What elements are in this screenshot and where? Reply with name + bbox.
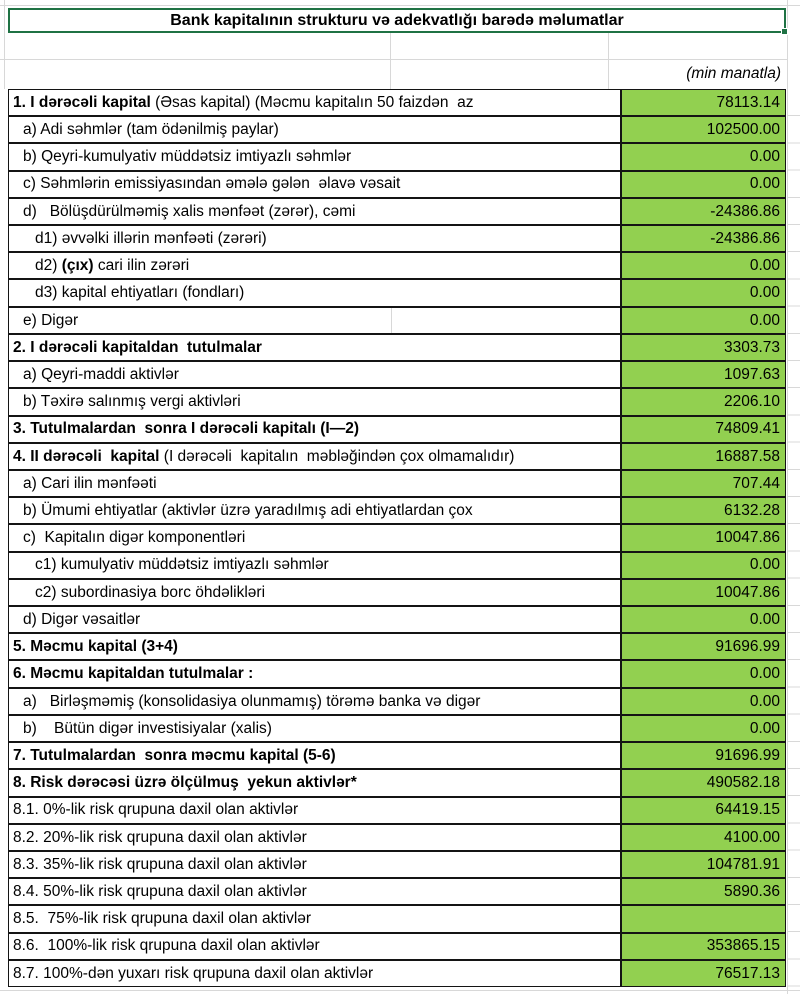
selected-title-cell[interactable] — [8, 8, 786, 33]
label-cell[interactable] — [8, 633, 621, 660]
value-text: 353865.15 — [706, 937, 780, 955]
value-text: 64419.15 — [715, 801, 780, 819]
label-cell[interactable] — [8, 552, 621, 579]
value-text: 0.00 — [749, 556, 780, 574]
capital-structure-table — [8, 89, 786, 987]
label-cell[interactable] — [8, 416, 621, 443]
fill-handle[interactable] — [781, 28, 788, 35]
value-text: 6132.28 — [723, 502, 780, 520]
value-text: 16887.58 — [715, 447, 780, 465]
value-text: 91696.99 — [715, 746, 780, 764]
value-text: 5890.36 — [723, 883, 780, 900]
label-cell[interactable] — [8, 579, 621, 606]
label-text: 4. II dərəcəli kapital — [13, 447, 164, 465]
value-text: 0.00 — [749, 719, 780, 737]
value-text: 74809.41 — [715, 420, 780, 438]
label-text: a) Birləşməmiş (konsolidasiya olunmamış) törəmə banka və digər — [23, 692, 481, 710]
label-text: d1) əvvəlki illərin mənfəəti (zərəri) — [35, 229, 267, 247]
value-text: 1097.63 — [723, 365, 780, 383]
value-text: 102500.00 — [706, 121, 780, 139]
label-cell[interactable] — [8, 660, 621, 687]
gridline-right-margin — [787, 89, 800, 987]
value-text: 78113.14 — [716, 93, 780, 111]
value-cell[interactable] — [621, 443, 786, 470]
label-cell[interactable] — [8, 797, 621, 824]
gridline-horizontal — [0, 59, 787, 60]
label-cell[interactable] — [8, 905, 621, 932]
gridline-vertical — [4, 0, 5, 89]
label-text: 8.5. 75%-lik risk qrupuna daxil olan aktivlər — [13, 910, 312, 928]
value-text: 3303.73 — [723, 338, 780, 356]
label-cell[interactable] — [8, 171, 621, 198]
label-text: c1) kumulyativ müddətsiz imtiyazlı səhmlər — [35, 556, 329, 574]
value-text: -24386.86 — [710, 229, 780, 247]
label-text: d3) kapital ehtiyatları (fondları) — [35, 284, 245, 302]
label-text: 5. Məcmu kapital (3+4) — [13, 638, 178, 656]
label-cell[interactable] — [8, 443, 621, 470]
value-cell[interactable] — [621, 334, 786, 361]
value-cell[interactable] — [621, 715, 786, 742]
value-text: 10047.86 — [715, 529, 780, 547]
gridline-horizontal — [0, 5, 800, 6]
value-cell[interactable] — [621, 279, 786, 306]
value-cell[interactable] — [621, 89, 786, 116]
label-text: cari ilin zərəri — [93, 257, 190, 275]
gridline-vertical — [608, 33, 609, 89]
label-cell[interactable] — [8, 933, 621, 960]
label-cell[interactable] — [8, 742, 621, 769]
label-text: (Əsas kapital) (Məcmu kapitalın 50 faizdən az — [155, 93, 474, 111]
units-note-cell[interactable]: (min manatla) — [686, 65, 781, 82]
label-cell[interactable] — [8, 524, 621, 551]
label-text: a) Cari ilin mənfəəti — [23, 474, 157, 492]
label-text: 8. Risk dərəcəsi üzrə ölçülmuş yekun aktivlər* — [13, 774, 357, 792]
label-text: e) Digər — [23, 311, 79, 329]
value-cell[interactable] — [621, 933, 786, 960]
value-cell[interactable] — [621, 552, 786, 579]
label-cell[interactable] — [8, 361, 621, 388]
value-cell[interactable] — [621, 524, 786, 551]
value-cell[interactable] — [621, 742, 786, 769]
label-cell[interactable] — [8, 878, 621, 905]
value-text: 104781.91 — [706, 855, 780, 873]
value-cell[interactable] — [621, 633, 786, 660]
label-text: c) Səhmlərin emissiyasından əmələ gələn əlavə vəsait — [23, 175, 401, 193]
value-cell[interactable] — [621, 769, 786, 796]
value-cell[interactable] — [621, 198, 786, 225]
value-cell[interactable] — [621, 252, 786, 279]
label-cell[interactable] — [8, 688, 621, 715]
label-text: b) Ümumi ehtiyatlar (aktivlər üzrə yaradılmış adi ehtiyatlardan çox — [23, 502, 473, 520]
label-text: d) Bölüşdürülməmiş xalis mənfəət (zərər), cəmi — [23, 202, 356, 220]
label-cell[interactable] — [8, 470, 621, 497]
value-cell[interactable] — [621, 824, 786, 851]
value-cell[interactable] — [621, 579, 786, 606]
value-text: 0.00 — [749, 311, 780, 329]
label-text: c) Kapitalın digər komponentləri — [23, 529, 246, 547]
label-text: 2. I dərəcəli kapitaldan tutulmalar — [13, 338, 262, 356]
gridline-vertical — [390, 33, 391, 89]
label-text: a) Adi səhmlər (tam ödənilmiş paylar) — [23, 121, 279, 139]
value-text: 76517.13 — [715, 964, 780, 982]
value-text: 0.00 — [749, 692, 780, 710]
label-cell[interactable] — [8, 334, 621, 361]
label-text: d) Digər vəsaitlər — [23, 610, 141, 628]
label-cell[interactable] — [8, 960, 621, 987]
label-cell[interactable] — [8, 116, 621, 143]
value-text: 490582.18 — [706, 774, 780, 792]
value-cell[interactable] — [621, 470, 786, 497]
label-text: 8.7. 100%-dən yuxarı risk qrupuna daxil olan aktivlər — [13, 964, 374, 982]
label-cell[interactable] — [8, 715, 621, 742]
label-cell[interactable] — [8, 851, 621, 878]
label-cell[interactable] — [8, 388, 621, 415]
value-text: 0.00 — [749, 148, 780, 166]
label-text: b) Bütün digər investisiyalar (xalis) — [23, 719, 272, 737]
value-cell[interactable] — [621, 797, 786, 824]
value-text: 0.00 — [749, 284, 780, 302]
label-text: 3. Tutulmalardan sonra I dərəcəli kapitalı (I—2) — [13, 420, 359, 438]
label-cell[interactable] — [8, 307, 621, 334]
label-cell[interactable] — [8, 769, 621, 796]
value-text: -24386.86 — [710, 202, 780, 220]
value-text: 707.44 — [732, 474, 780, 492]
value-text: 4100.00 — [723, 828, 780, 846]
label-text: 8.4. 50%-lik risk qrupuna daxil olan aktivlər — [13, 883, 307, 900]
value-cell[interactable] — [621, 116, 786, 143]
label-text: (I dərəcəli kapitalın məbləğindən çox olmamalıdır) — [163, 447, 515, 465]
label-text: b) Təxirə salınmış vergi aktivləri — [23, 393, 241, 411]
label-text: a) Qeyri-maddi aktivlər — [23, 365, 179, 383]
label-text: d2) — [35, 257, 62, 275]
label-cell[interactable] — [8, 252, 621, 279]
value-cell[interactable] — [621, 851, 786, 878]
value-text: 0.00 — [749, 665, 780, 683]
value-cell[interactable] — [621, 388, 786, 415]
value-cell[interactable] — [621, 688, 786, 715]
value-cell[interactable] — [621, 606, 786, 633]
label-cell[interactable] — [8, 279, 621, 306]
gridline-vertical — [391, 308, 392, 333]
label-cell[interactable] — [8, 89, 621, 116]
value-cell[interactable] — [621, 416, 786, 443]
value-cell[interactable] — [621, 225, 786, 252]
value-cell[interactable] — [621, 171, 786, 198]
label-cell[interactable] — [8, 143, 621, 170]
label-text: 6. Məcmu kapitaldan tutulmalar : — [13, 665, 254, 683]
value-cell[interactable] — [621, 307, 786, 334]
label-text: b) Qeyri-kumulyativ müddətsiz imtiyazlı səhmlər — [23, 148, 352, 166]
label-text: 7. Tutulmalardan sonra məcmu kapital (5-6) — [13, 746, 336, 764]
label-text: 8.2. 20%-lik risk qrupuna daxil olan aktivlər — [13, 828, 307, 846]
value-cell[interactable] — [621, 361, 786, 388]
value-cell[interactable] — [621, 660, 786, 687]
sheet-title: Bank kapitalının strukturu və adekvatlığı barədə məlumatlar — [170, 11, 624, 29]
label-text: 8.6. 100%-lik risk qrupuna daxil olan aktivlər — [13, 937, 320, 955]
label-cell[interactable] — [8, 606, 621, 633]
label-text: 1. I dərəcəli kapital — [13, 93, 156, 111]
label-cell[interactable] — [8, 497, 621, 524]
label-cell[interactable] — [8, 225, 621, 252]
value-text: 0.00 — [749, 257, 780, 275]
label-cell[interactable] — [8, 198, 621, 225]
value-cell[interactable] — [621, 905, 786, 932]
value-cell[interactable] — [621, 878, 786, 905]
label-text: 8.3. 35%-lik risk qrupuna daxil olan aktivlər — [13, 855, 307, 873]
value-text: 91696.99 — [715, 638, 780, 656]
value-cell[interactable] — [621, 143, 786, 170]
label-text: (çıx) — [61, 257, 94, 275]
label-text: 8.1. 0%-lik risk qrupuna daxil olan aktivlər — [13, 801, 299, 819]
gridline-horizontal — [0, 990, 800, 991]
label-cell[interactable] — [8, 824, 621, 851]
value-text: 0.00 — [749, 610, 780, 628]
value-cell[interactable] — [621, 497, 786, 524]
value-cell[interactable] — [621, 960, 786, 987]
value-text: 2206.10 — [723, 393, 780, 411]
value-text: 10047.86 — [715, 583, 780, 601]
value-text: 0.00 — [749, 175, 780, 193]
label-text: c2) subordinasiya borc öhdəlikləri — [35, 583, 266, 601]
